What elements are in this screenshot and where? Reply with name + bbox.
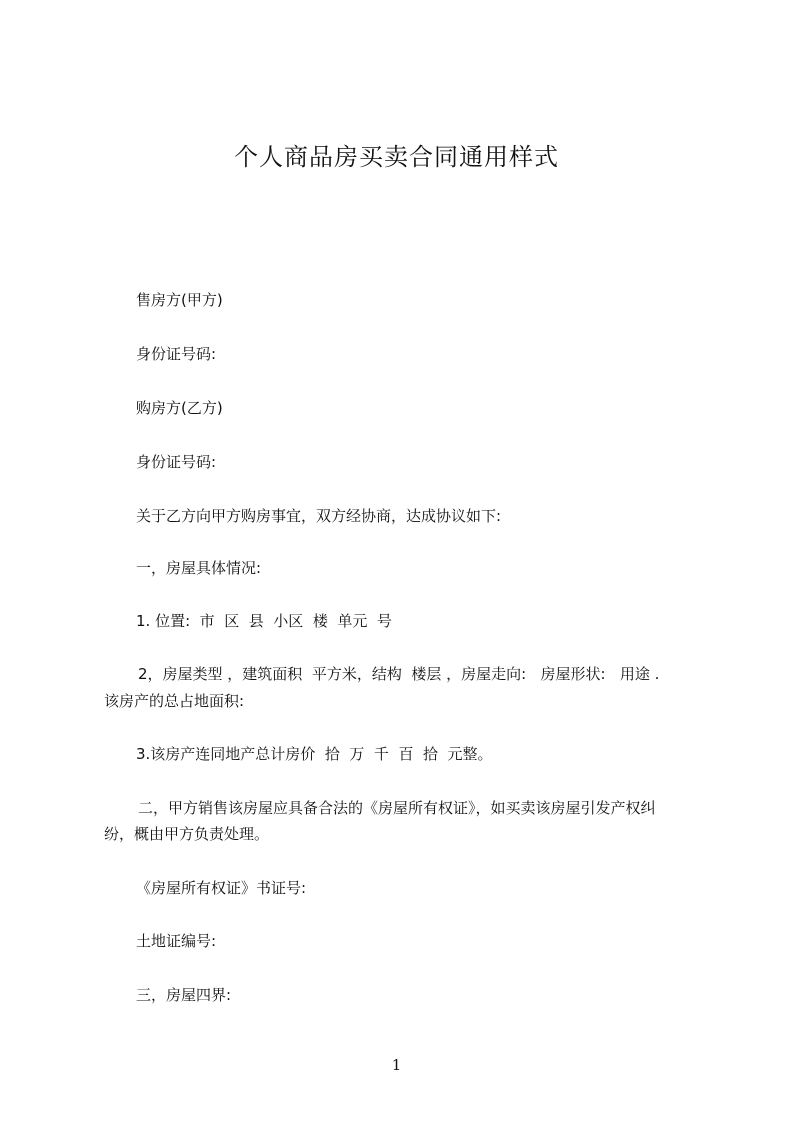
document-title: 个人商品房买卖合同通用样式 — [234, 143, 559, 171]
seller-id-line: 身份证号码: — [136, 345, 217, 363]
certificate-number-line: 《房屋所有权证》书证号: — [136, 879, 307, 897]
intro-line: 关于乙方向甲方购房事宜，双方经协商，达成协议如下: — [136, 507, 502, 525]
buyer-id-line: 身份证号码: — [136, 453, 217, 471]
section-3-heading: 三，房屋四界: — [136, 986, 232, 1004]
section-2-line-2: 纷，概由甲方负责处理。 — [104, 825, 270, 843]
buyer-line: 购房方(乙方) — [136, 399, 223, 417]
location-line: 1. 位置: 市 区 县 小区 楼 单元 号 — [136, 612, 392, 630]
house-type-line: 2，房屋类型 ，建筑面积 平方米，结构 楼层 ，房屋走向: 房屋形状: 用途 . — [138, 665, 660, 683]
page-number: 1 — [391, 1056, 402, 1074]
section-1-heading: 一，房屋具体情况: — [136, 559, 262, 577]
total-land-area-line: 该房产的总占地面积: — [104, 692, 245, 710]
section-2-line-1: 二，甲方销售该房屋应具备合法的《房屋所有权证》，如买卖该房屋引发产权纠 — [138, 799, 656, 817]
land-certificate-line: 土地证编号: — [136, 932, 217, 950]
seller-line: 售房方(甲方) — [136, 291, 223, 309]
price-line: 3.该房产连同地产总计房价 拾 万 千 百 拾 元整。 — [136, 745, 493, 763]
